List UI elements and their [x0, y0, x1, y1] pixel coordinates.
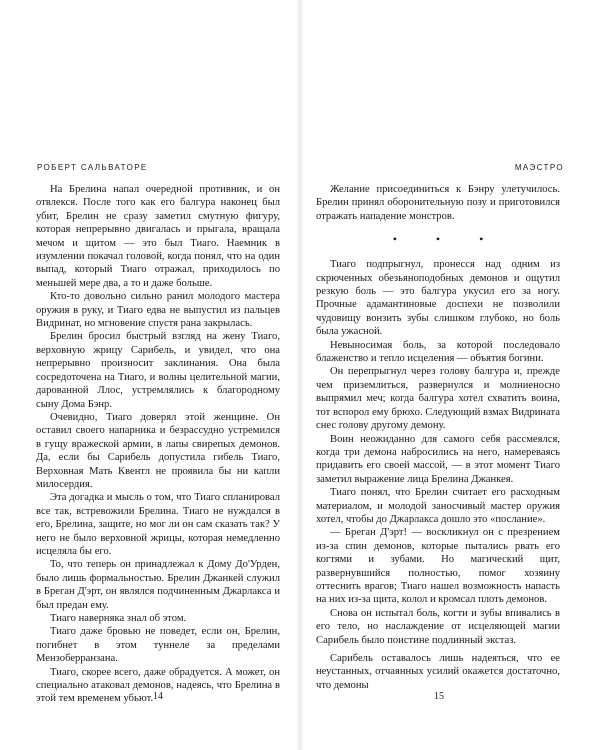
paragraph: Тиаго наверняка знал об этом. [50, 613, 187, 624]
page-number: 15 [434, 691, 444, 702]
paragraph: Воин неожиданно для самого себя рассмеялся, когда три демона набросились на него, намереваясь придавить его своей массой, — в этот момент Тиаго заметил выражение лица Брелина Джанкея. [316, 433, 560, 485]
paragraph: На Брелина напал очередной противник, и он отвлекся. После того как его балгура наконец был убит, Брелин не сразу заметил смутную фигуру, которая непрерывно двигалась и прыгала, вращала мечом и щитом — это был Тиаго. Наемник в изумлении покачал головой, когда понял, что на один выпад, который Тиаго отражал, приходилось по меньшей мере два, а то и даже больше. [36, 184, 280, 289]
paragraph: Кто-то довольно сильно ранил молодого мастера оружия в руку, и Тиаго едва не выпустил из пальцев Видринат, но мгновение спустя рана закрылась. [36, 291, 280, 330]
paragraph: Брелин бросил быстрый взгляд на жену Тиаго, верховную жрицу Сарибель, и увидел, что она непрерывно произносит заклинания. Она была сосредоточена на Тиаго, и волны целительной магии, дарованной Ллос, устремлялись к благородному сыну Дома Бэнр. [36, 331, 280, 410]
paragraph: Невыносимая боль, за которой последовало блаженство и тепло исцеления — объятия богини. [316, 339, 560, 365]
right-page-text [316, 183, 560, 692]
right-page [300, 0, 600, 750]
paragraph: Эта догадка и мысль о том, что Тиаго спланировал все так, встревожили Брелина. Тиаго не нуждался в его, Брелина, защите, но мог ли он сам сказать так? У него не было верховной жрицы, которая немедленно исцеляла бы его. [36, 492, 280, 557]
paragraph: Тиаго подпрыгнул, пронесся над одним из скрюченных обезьяноподобных демонов и ощутил резкую боль — это балгура укусил его за ногу. Прочные адамантиновые доспехи не позволили чудовищу вонзить зубы слишком глубоко, но боль была ужасной. [316, 259, 560, 338]
page-number: 14 [153, 691, 163, 702]
paragraph: Он перепрыгнул через голову балгура и, прежде чем приземлиться, развернулся и молниеносно выпрямил меч; когда балгура хотел схватить воина, тот вспорол ему брюхо. Следующий взмах Видрината снес голову другому демону. [316, 366, 560, 432]
paragraph: Снова он испытал боль, когти и зубы впивались в его тело, но наслаждение от исцеляющей магии Сарибель было поистине подлинный экстаз. [316, 607, 560, 646]
paragraph: Желание присоединиться к Бэнру улетучилось. Брелин принял оборонительную позу и приготовился отражать нападение монстров. [316, 184, 560, 222]
paragraph: Тиаго даже бровью не поведет, если он, Брелин, погибнет в этом туннеле за пределами Мензоберранзана. [36, 626, 280, 665]
section-break: • • • [392, 232, 502, 247]
paragraph: Тиаго, скорее всего, даже обрадуется. А может, он специально атаковал демонов, надеясь, что Брелина в этой тем временем убьют. [36, 666, 280, 705]
paragraph: — Бреган Д'эрт! — воскликнул он с презрением из-за спин демонов, которые пытались рвать его когтями и зубами. Но магический щит, развернувшийся полностью, помог хозяину оттеснить врагов; Тиаго нашел возможность напасть на них из-за щита, колол и кромсал плоть демонов. [316, 527, 560, 606]
paragraph: Очевидно, Тиаго доверял этой женщине. Он оставил своего напарника и безрассудно устремился в гущу вражеской армии, в лапы свирепых демонов. Да, если бы Сарибель допустила гибель Тиаго, Верховная Мать Квентл не проявила бы ни капли милосердия. [36, 411, 280, 490]
running-head-author: РОБЕРТ САЛЬВАТОРЕ [37, 163, 148, 172]
left-page-text [36, 183, 280, 706]
running-head-title: МАЭСТРО [514, 163, 564, 172]
paragraph: Тиаго понял, что Брелин считает его расходным материалом, и молодой заносчивый мастер оружия хотел, чтобы до Джарлакса дошло это «послание». [316, 487, 560, 525]
paragraph: То, что теперь он принадлежал к Дому До'Урден, было лишь формальностью. Брелин Джанкей служил в Бреган Д'эрт, он являлся подчиненным Джарлакса и был предан ему. [36, 559, 280, 611]
paragraph: Сарибель оставалось лишь надеяться, что ее неустанных, отчаянных усилий окажется достаточно, что демоны [316, 653, 560, 691]
